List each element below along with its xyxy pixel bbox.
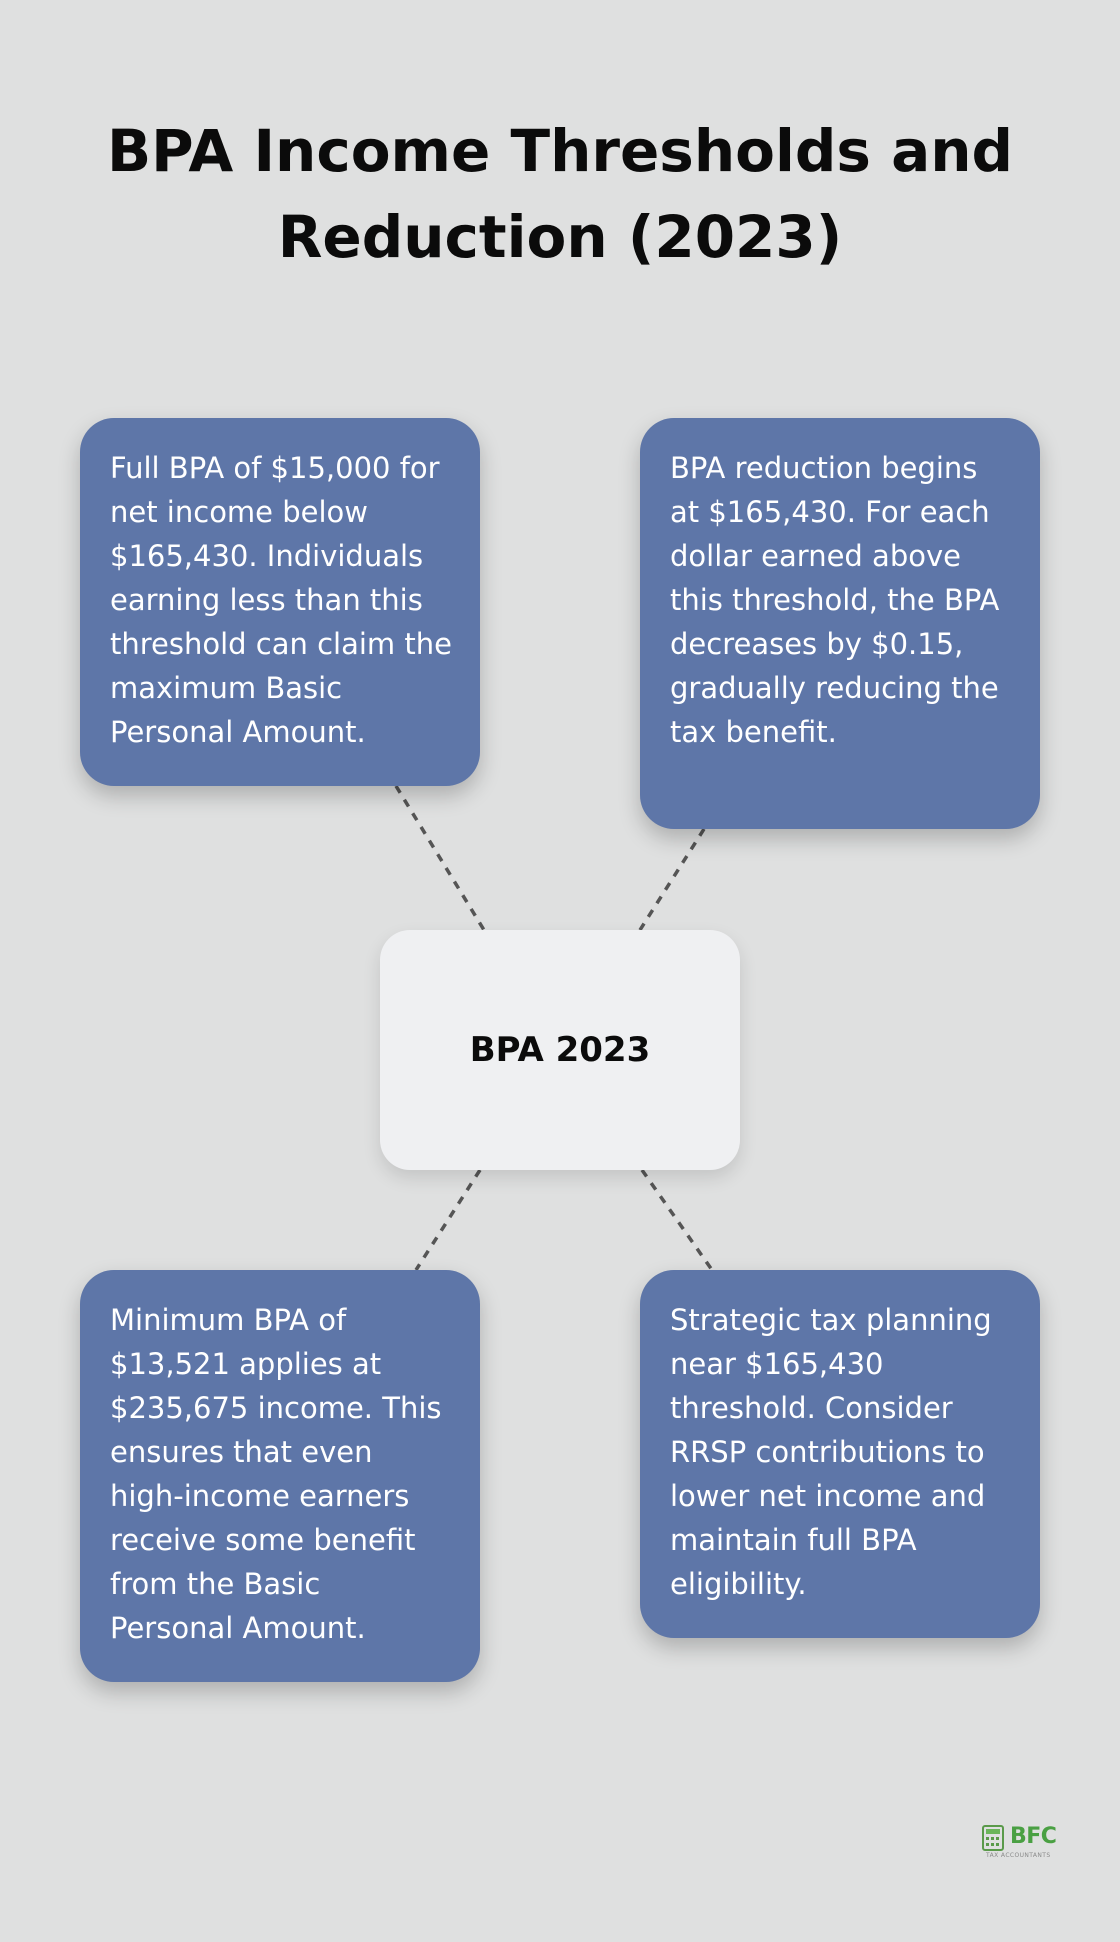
card-full-bpa: Full BPA of $15,000 for net income below $165,430. Individuals earning less than this threshold can claim the maximum Basic Personal Amount. bbox=[80, 418, 480, 786]
connector-bottom-left bbox=[416, 1170, 480, 1270]
page-title: BPA Income Thresholds and Reduction (2023) bbox=[106, 117, 1014, 271]
brand-logo bbox=[980, 1822, 1062, 1862]
connector-top-left bbox=[396, 786, 484, 930]
connector-top-right bbox=[640, 829, 704, 930]
center-label: BPA 2023 bbox=[469, 1030, 651, 1070]
card-bpa-reduction: BPA reduction begins at $165,430. For each dollar earned above this threshold, the BPA decreases by $0.15, gradually reducing the tax benefit. bbox=[640, 418, 1040, 829]
card-minimum-bpa: Minimum BPA of $13,521 applies at $235,675 income. This ensures that even high-income earners receive some benefit from the Basic Personal Amount. bbox=[80, 1270, 480, 1682]
center-node bbox=[380, 930, 740, 1170]
logo-text: BFC bbox=[1010, 1824, 1057, 1849]
connector-bottom-right bbox=[642, 1170, 712, 1270]
card-tax-planning: Strategic tax planning near $165,430 threshold. Consider RRSP contributions to lower net income and maintain full BPA eligibility. bbox=[640, 1270, 1040, 1638]
calculator-icon bbox=[980, 1822, 1010, 1856]
logo-subtext: TAX ACCOUNTANTS bbox=[986, 1852, 1051, 1859]
